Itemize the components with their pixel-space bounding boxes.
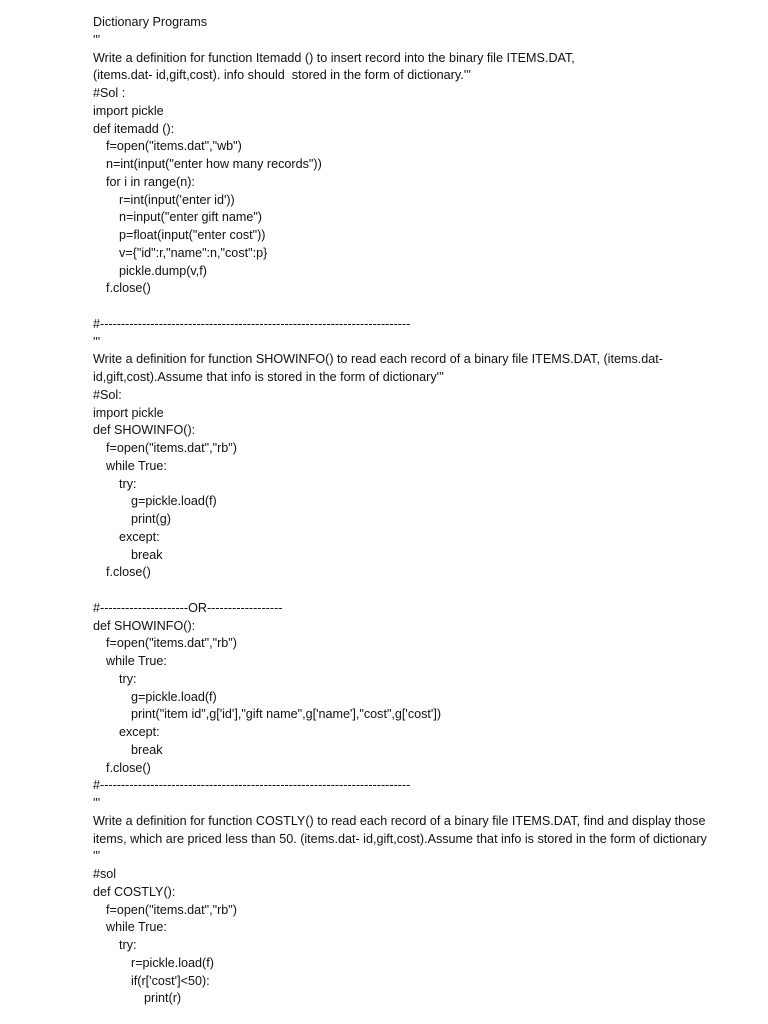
text-line: r=pickle.load(f): [131, 955, 214, 970]
text-line: Write a definition for function COSTLY() to read each record of a binary file ITEMS.DAT, find and display those: [93, 813, 706, 828]
blank-line: [93, 298, 753, 316]
text-line: try:: [119, 476, 137, 491]
text-line: Dictionary Programs: [93, 15, 208, 29]
text-line: g=pickle.load(f): [131, 689, 217, 704]
text-line: v={"id":r,"name":n,"cost":p}: [119, 245, 268, 260]
text-line: while True:: [106, 458, 167, 473]
text-line: for i in range(n):: [106, 174, 195, 189]
text-line: def SHOWINFO():: [93, 423, 196, 438]
text-line: r=int(input('enter id')): [119, 192, 235, 207]
text-line: pickle.dump(v,f): [119, 263, 207, 278]
text-line: def SHOWINFO():: [93, 618, 196, 633]
text-line: def COSTLY():: [93, 884, 176, 899]
text-line: def itemadd ():: [93, 121, 175, 136]
text-line: try:: [119, 671, 137, 686]
text-line: p=float(input("enter cost")): [119, 228, 266, 242]
text-line: f=open("items.dat","rb"): [106, 441, 237, 455]
text-line: items, which are priced less than 50. (items.dat- id,gift,cost).Assume that info is stored in the form of dictionary: [93, 831, 707, 846]
text-line: Write a definition for function SHOWINFO() to read each record of a binary file ITEMS.DAT, (items.dat-: [93, 352, 663, 367]
text-line: (items.dat- id,gift,cost). info should stored in the form of dictionary.''': [93, 68, 471, 83]
text-line: print("item id",g['id'],"gift name",g['name'],"cost",g['cost']): [131, 707, 442, 722]
text-line: f.close(): [106, 565, 151, 580]
text-line: #--------------------------------------------------------------------------: [93, 778, 411, 793]
text-line: except:: [119, 725, 160, 739]
text-line: print(g): [131, 512, 171, 526]
text-line: ''': [93, 32, 101, 47]
text-line: if(r['cost']<50):: [131, 973, 210, 988]
text-line: break: [131, 742, 163, 757]
text-line: #--------------------------------------------------------------------------: [93, 316, 411, 331]
text-line: f=open("items.dat","wb"): [106, 139, 242, 154]
text-line: f.close(): [106, 281, 151, 296]
text-line: f.close(): [106, 760, 151, 775]
text-line: f=open("items.dat","rb"): [106, 636, 237, 651]
text-line: print(r): [144, 991, 182, 1006]
text-line: break: [131, 547, 163, 562]
text-line: ''': [93, 796, 101, 810]
text-line: f=open("items.dat","rb"): [106, 902, 237, 917]
text-line: try:: [119, 938, 137, 952]
text-line: while True:: [106, 920, 167, 935]
text-line: id,gift,cost).Assume that info is stored in the form of dictionary''': [93, 370, 444, 384]
text-line: g=pickle.load(f): [131, 494, 217, 509]
text-line: #Sol:: [93, 387, 122, 402]
text-line: #Sol :: [93, 86, 126, 100]
text-line: ''': [93, 334, 101, 349]
document-body: [93, 14, 753, 1008]
text-line: ''': [93, 849, 101, 864]
text-line: #sol: [93, 867, 117, 881]
text-line: n=input("enter gift name"): [119, 210, 263, 225]
blank-line: [93, 582, 753, 600]
text-line: except:: [119, 529, 160, 544]
text-line: Write a definition for function Itemadd () to insert record into the binary file ITEMS.DAT,: [93, 50, 575, 65]
text-line: import pickle: [93, 103, 164, 118]
text-line: while True:: [106, 654, 167, 668]
text-line: n=int(input("enter how many records")): [106, 157, 322, 171]
text-line: #---------------------OR------------------: [93, 600, 283, 615]
text-line: import pickle: [93, 405, 164, 420]
